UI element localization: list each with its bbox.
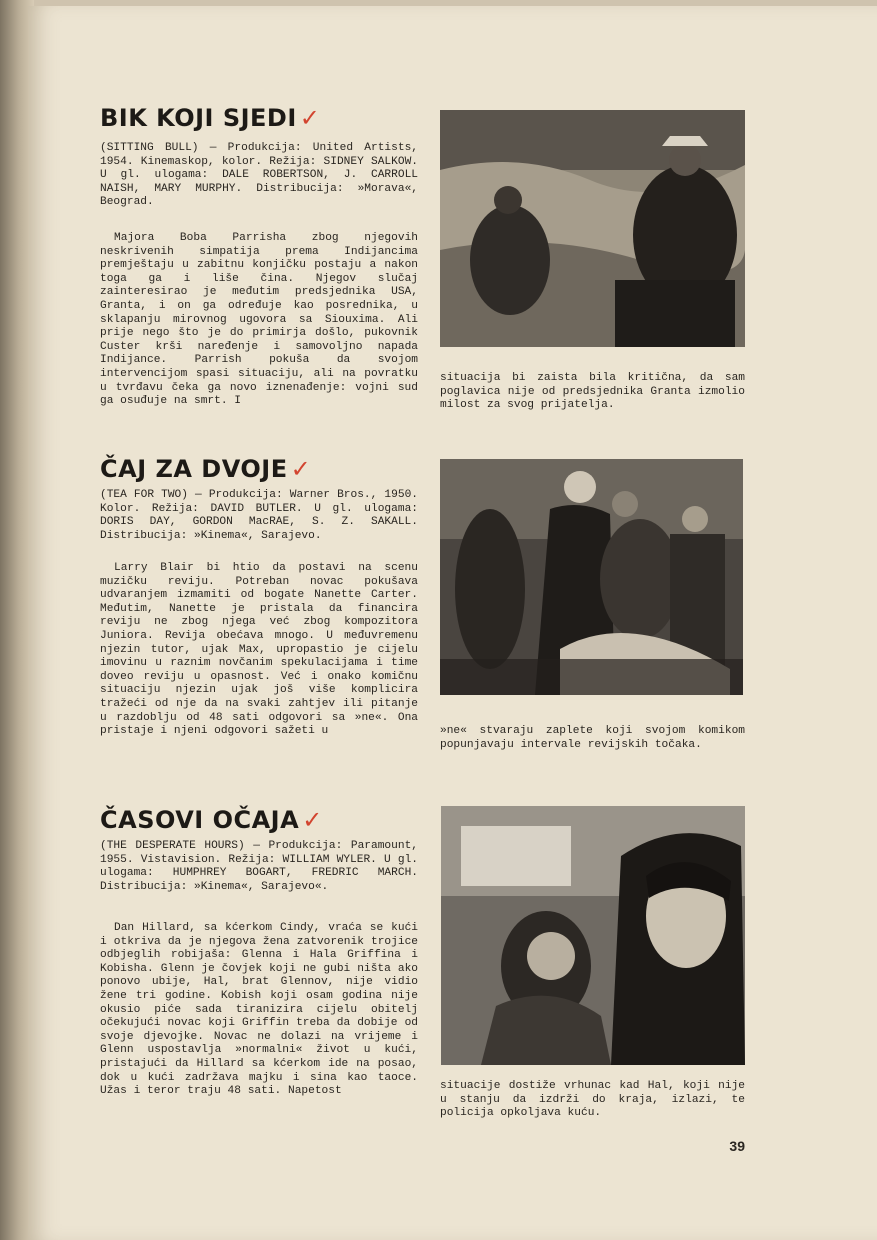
article-title xyxy=(100,455,311,483)
article-continuation: situacije dostiže vrhunac kad Hal, koji nije u stanju da izdrži do kraja, izlazi, te policija opkoljava kuću. xyxy=(440,1080,745,1120)
film-still-photo xyxy=(440,110,745,347)
article-body: Larry Blair bi htio da postavi na scenu muzičku reviju. Potreban novac pokušava udvaranjem izmamiti od bogate Nanette Carter. Međutim, Nanette je pristala da financira reviju ne zbog njega već zbog kompozitora Juniora. Revija obećava mnogo. U međuvremenu njezin tutor, ujak Max, upropastio je cijelu imovinu u raznim novčanim spekulacijama i time doveo reviju u opasnost. Već i onako komičnu situaciju njezin ujak još više komplicira tražeći od nje da na svaki zahtjev ili pitanje u razdoblju od 48 sati odgovori sa »ne«. Ona pristaje i njeni odgovori sažeti u xyxy=(100,562,418,738)
film-still-photo xyxy=(441,806,745,1065)
film-still-photo xyxy=(440,459,743,695)
title-text: ČAJ ZA DVOJE xyxy=(100,455,288,483)
article-title xyxy=(100,806,323,834)
check-mark-icon: ✓ xyxy=(302,806,323,834)
article-credits: (SITTING BULL) — Produkcija: United Artists, 1954. Kinemaskop, kolor. Režija: SIDNEY SALKOW. U gl. ulogama: DALE ROBERTSON, J. CARROLL NAISH, MARY MURPHY. Distribucija: »Morava«, Beograd. xyxy=(100,142,418,209)
article-credits: (TEA FOR TWO) — Produkcija: Warner Bros., 1950. Kolor. Režija: DAVID BUTLER. U gl. ulogama: DORIS DAY, GORDON MacRAE, S. Z. SAKALL. Distribucija: »Kinema«, Sarajevo. xyxy=(100,489,418,542)
article-body: Majora Boba Parrisha zbog njegovih neskrivenih simpatija prema Indijancima premještaju u zabitnu konjičku postaju a nakon toga ga i liše čina. Njegov slučaj zainteresirao je međutim predsjednika USA, Granta, i on ga određuje kao posrednika, u sklapanju mirovnog ugovora sa Siouxima. Ali prije nego što je do primirja došlo, pukovnik Custer krši naređenje i samovoljno napada Indijance. Parrish pokuša da svojom intervencijom spasi situaciju, ali na povratku u tvrđavu čeka ga novo iznenađenje: vojni sud ga osuđuje na smrt. I xyxy=(100,232,418,408)
title-text: BIK KOJI SJEDI xyxy=(100,104,297,132)
article-credits: (THE DESPERATE HOURS) — Produkcija: Paramount, 1955. Vistavision. Režija: WILLIAM WYLER. U gl. ulogama: HUMPHREY BOGART, FREDRIC MARCH. Distribucija: »Kinema«, Sarajevo«. xyxy=(100,840,418,893)
check-mark-icon: ✓ xyxy=(299,104,321,132)
article-continuation: »ne« stvaraju zaplete koji svojom komikom popunjavaju intervale revijskih točaka. xyxy=(440,725,745,751)
article-title xyxy=(100,104,320,132)
page-number: 39 xyxy=(729,1138,745,1154)
check-mark-icon: ✓ xyxy=(290,455,312,483)
article-body: Dan Hillard, sa kćerkom Cindy, vraća se kući i otkriva da je njegova žena zatvorenik trojice odbjeglih robijaša: Glenna i Hala Griffina i Kobisha. Glenn je čovjek koji ne gubi ništa ako ponovo ubije, Hal, brat Glennov, nije vidio žene tri godine. Kobish koji osam godina nije okusio piće sada tiranizira cijelu obitelj očekujući novac koji Griffin treba da dobije od svoje djevojke. Novac ne dolazi na vrijeme i Glenn uspostavlja »normalni« život u kući, pristajući da Hillard sa kćerkom ide na posao, dok u kući zadržava majku i sina kao taoce. Užas i teror traju 48 sati. Napetost xyxy=(100,922,418,1098)
article-continuation: situacija bi zaista bila kritična, da sam poglavica nije od predsjednika Granta izmolio milost za svog prijatelja. xyxy=(440,372,745,412)
title-text: ČASOVI OČAJA xyxy=(100,806,300,834)
